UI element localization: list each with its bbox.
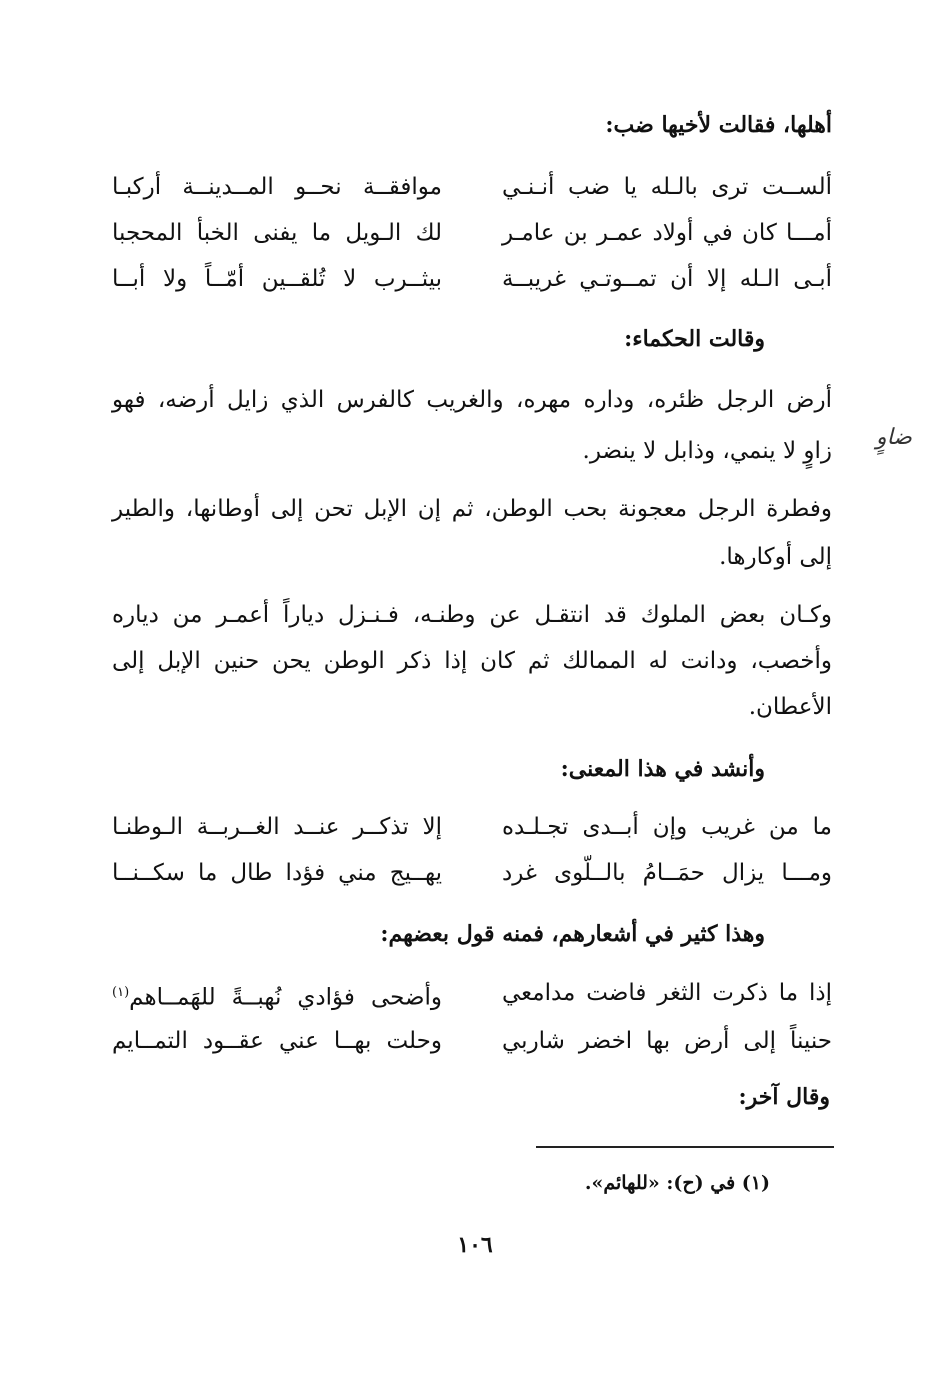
footnote: (١) في (ح): «للهائم». <box>584 1172 770 1194</box>
footnote-marker: (١) <box>112 985 130 1000</box>
paragraph-line: الأعطان. <box>748 694 832 720</box>
paragraph-line: إلى أوكارها. <box>719 544 832 570</box>
paragraph-line: زاوٍ لا ينمي، وذابل لا ينضر. <box>582 438 832 464</box>
verse-hemistich-right: أبـى الـله إلا أن تمــوتـي غريبــة <box>502 266 832 292</box>
section-heading: وقال آخر: <box>738 1084 830 1110</box>
verse-hemistich-left: موافقــة نحــو المــدينــة أركبـا <box>112 174 442 200</box>
page-number: ١٠٦ <box>457 1232 493 1258</box>
section-heading: وهذا كثير في أشعارهم، فمنه قول بعضهم: <box>380 921 765 947</box>
paragraph-line: وأخصب، ودانت له الممالك ثم كان إذا ذكر الوطن يحن حنين الإبل إلى <box>112 648 832 674</box>
verse-hemistich-right: حنيناً إلى أرض بها اخضر شاربي <box>502 1028 832 1054</box>
footnote-divider <box>536 1146 834 1148</box>
verse-hemistich-left <box>112 976 442 1015</box>
paragraph-line: أرض الرجل ظئره، وداره مهره، والغريب كالفرس الذي زايل أرضه، فهو <box>112 387 832 413</box>
verse-text: وأضحى فؤادي نُهبــةً للهَمــاهم <box>129 984 442 1011</box>
verse-hemistich-left: إلا تذكــر عنــد الغــربــة الـوطنـا <box>112 814 442 840</box>
verse-hemistich-right: ومـــا يزال حمَــامُ بالــلّوى غرد <box>502 860 832 886</box>
verse-hemistich-right: إذا ما ذكرت الثغر فاضت مدامعي <box>502 980 832 1006</box>
section-heading: وقالت الحكماء: <box>624 326 765 352</box>
verse-hemistich-left: بيثــرب لا تُلقــين أمّــاً ولا أبــا <box>112 266 442 292</box>
paragraph-line: وفطرة الرجل معجونة بحب الوطن، ثم إن الإبل تحن إلى أوطانها، والطير <box>112 496 832 522</box>
verse-hemistich-right: ما من غريب وإن أبــدى تجـلـده <box>502 814 832 840</box>
verse-hemistich-left: وحلت بهــا عني عقــود التمــايم <box>112 1028 442 1054</box>
section-heading: وأنشد في هذا المعنى: <box>560 756 765 782</box>
paragraph-line: وكـان بعض الملوك قد انتقـل عن وطنـه، فـنـزل دياراً أعمـر من دياره <box>112 602 832 628</box>
verse-hemistich-right: ألســت ترى بالـله يا ضب أنـنـي <box>502 174 832 200</box>
verse-hemistich-left: لك الـويل ما يفنى الخبأ المحجبا <box>112 220 442 246</box>
section-heading: أهلها، فقالت لأخيها ضب: <box>605 112 832 138</box>
verse-hemistich-right: أمـــا كان في أولاد عمـر بن عامـر <box>502 220 832 246</box>
verse-hemistich-left: يهــيج مني فؤدا طال ما سكــنــا <box>112 860 442 886</box>
handwritten-margin-note: ضاوٍ <box>875 425 912 450</box>
